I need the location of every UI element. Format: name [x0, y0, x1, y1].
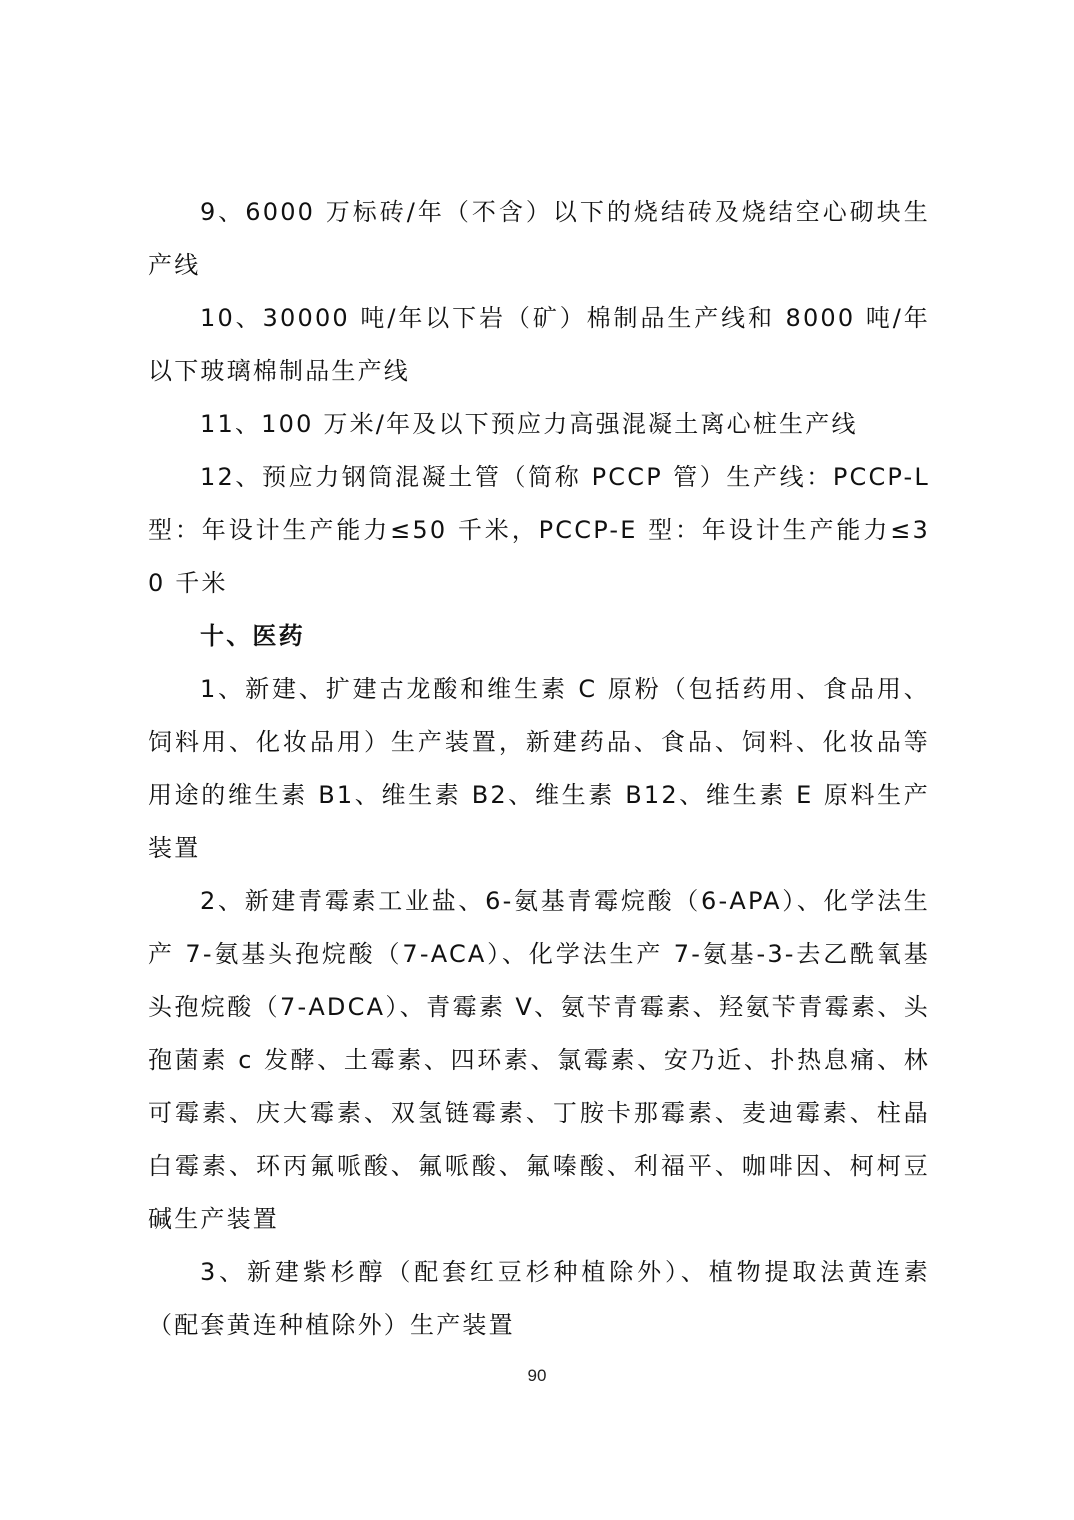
page-body	[148, 186, 930, 1352]
item-concrete-pile-production-line: 11、100 万米/年及以下预应力高强混凝土离心桩生产线	[200, 410, 858, 438]
item-brick-production-line: 9、6000 万标砖/年（不含）以下的烧结砖及烧结空心砌块生产线	[148, 198, 930, 279]
page-number: 90	[527, 1366, 547, 1385]
item-pccp-pipe-production-line: 12、预应力钢筒混凝土管（简称 PCCP 管）生产线：PCCP-L 型：年设计生产能力≤50 千米，PCCP-E 型：年设计生产能力≤30 千米	[148, 463, 930, 597]
medicine-item-vitamins: 1、新建、扩建古龙酸和维生素 C 原粉（包括药用、食品用、饲料用、化妆品用）生产装置，新建药品、食品、饲料、化妆品等用途的维生素 B1、维生素 B2、维生素 B12、维生素 E 原料生产装置	[148, 675, 930, 862]
medicine-item-paclitaxel: 3、新建紫杉醇（配套红豆杉种植除外）、植物提取法黄连素（配套黄连种植除外）生产装置	[148, 1258, 930, 1339]
medicine-item-antibiotics: 2、新建青霉素工业盐、6-氨基青霉烷酸（6-APA）、化学法生产 7-氨基头孢烷酸（7-ACA）、化学法生产 7-氨基-3-去乙酰氧基头孢烷酸（7-ADCA）、青霉素 V、氨苄青霉素、羟氨苄青霉素、头孢菌素 c 发酵、土霉素、四环素、氯霉素、安乃近、扑热息痛、林可霉素、庆大霉素、双氢链霉素、丁胺卡那霉素、麦迪霉素、柱晶白霉素、环丙氟哌酸、氟哌酸、氟嗪酸、利福平、咖啡因、柯柯豆碱生产装置	[148, 887, 930, 1233]
section-heading-medicine: 十、医药	[200, 622, 305, 650]
item-rock-wool-production-line: 10、30000 吨/年以下岩（矿）棉制品生产线和 8000 吨/年以下玻璃棉制品生产线	[148, 304, 930, 385]
